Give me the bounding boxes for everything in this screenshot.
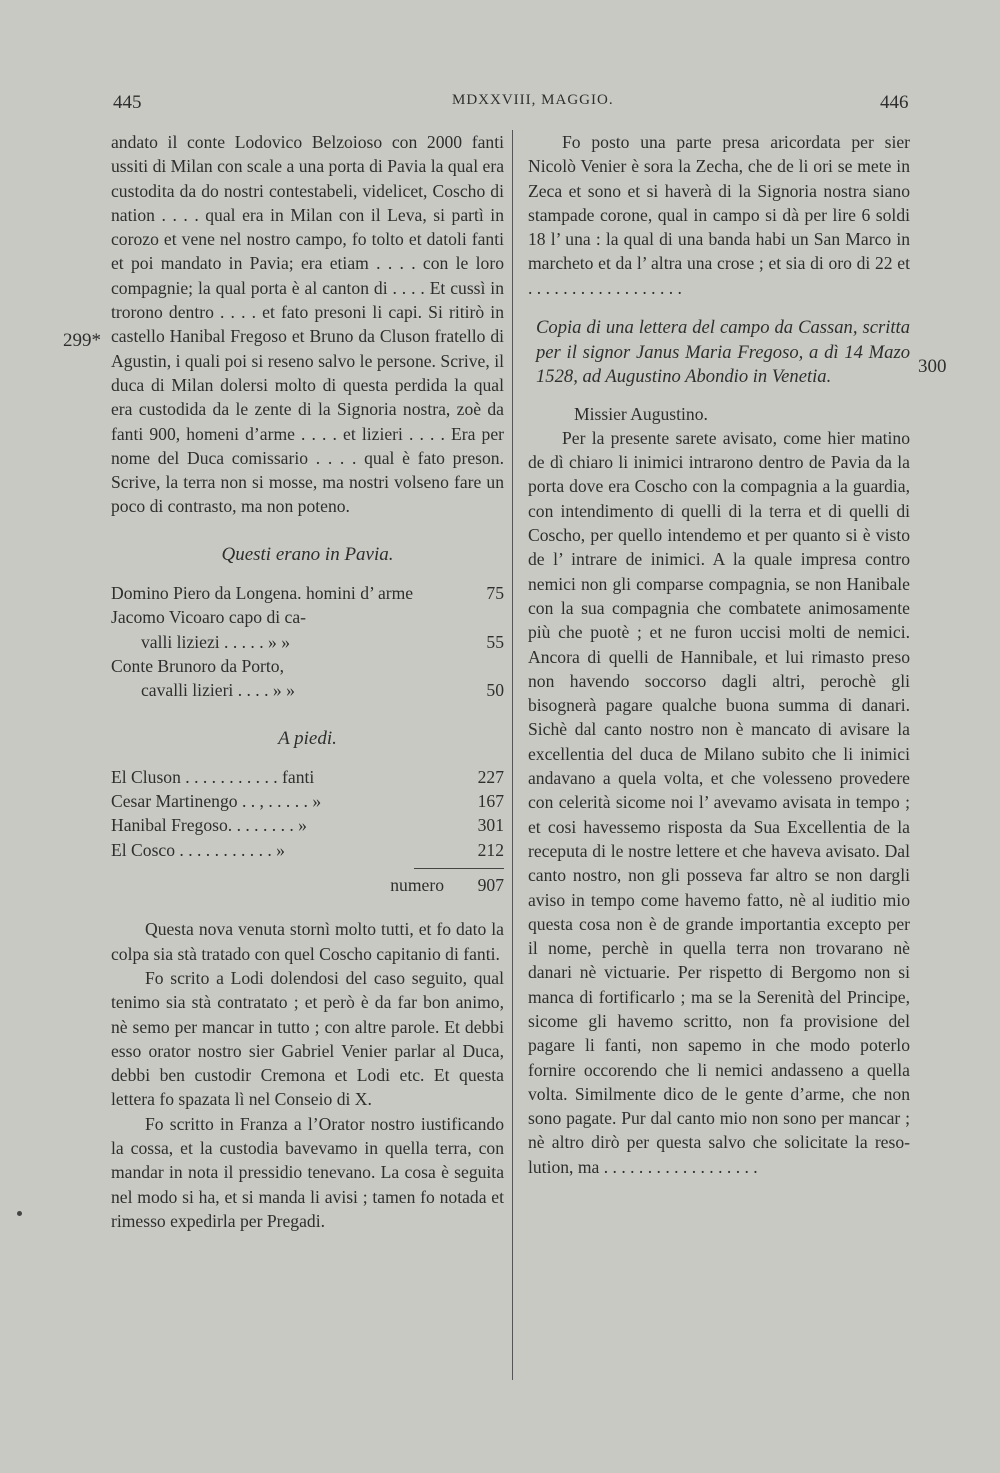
infantry-row — [111, 838, 504, 862]
infantry-name: El Cluson . . . . . . . . . . . fanti — [111, 766, 315, 787]
roster-name: Domino Piero da Longena. homini d’ arme — [111, 583, 414, 604]
paragraph: Fo posto una parte presa aricordata per sier Nicolò Venier è sora la Zecha, che de li ori se mete in Zeca et sono et si haverà di la Signoria nostra siano stampade corone, qual in campo si dà per lire 6 soldi 18 l’ una : la qual di una banda habi un San Marco in marcheto et da l’ altra una crose ; et sia di oro di 22 et . . . . . . . . . . . . . . . . . . — [528, 132, 910, 298]
roster-row — [111, 605, 504, 629]
roster-row — [111, 630, 504, 654]
infantry-count: 301 — [477, 815, 504, 836]
right-column — [528, 130, 910, 1179]
roster-name: cavalli lizieri . . . . » » — [141, 680, 295, 701]
ink-spot — [17, 1211, 22, 1216]
margin-number-right: 300 — [918, 356, 947, 377]
roster-name: Conte Brunoro da Porto, — [111, 655, 284, 676]
roster-count — [444, 605, 504, 629]
roster-name: valli liziezi . . . . . » » — [141, 631, 291, 652]
infantry-count: 212 — [477, 839, 504, 860]
roster-count: 50 — [486, 680, 504, 701]
running-header: MDXXVIII, MAGGIO. — [452, 92, 614, 108]
infantry-list — [111, 765, 504, 862]
total-label: numero — [390, 875, 444, 896]
section-heading: A piedi. — [278, 727, 337, 749]
roster-name: Jacomo Vicoaro capo di ca- — [111, 607, 306, 628]
infantry-row — [111, 813, 504, 837]
infantry-count: 227 — [477, 766, 504, 787]
paragraph: Per la presente sarete avisato, come hier matino de dì chiaro li inimici intrarono dentro de Pavia da la porta dove era Coscho con la compagnia a la guardia, con intendimento di quelli di la terra et di quelli di Coscho, per quello intendemo et per quanto si è visto de l’ intrare de inimici. A la quale impresa contro nemici non gli comparse compagnia, se non Hanibale con la sua compagnia che combatete animosamente più che puotè ; et ne furon uccisi molti de nemici. Ancora di quelli de Hannibale, et lui rimasto preso non havendo soccorso dagli altri, perochè gli bisognerà pagare qualche buona summa di danari. Sichè dal canto nostro non è mancato di avisare la excellentia del duca de Milano subito che li inimici andavano a quela volta, et che volesseno provedere con celerità sicome noi l’ avevamo avisata in tempo ; et cosi havessemo risposta da Sua Excellentia de la receputa di le nostre lettere et che haveva avisato. Dal canto nostro, non gli posseva far altro se non dargli aviso in tempo come havemo fatto, nè al iuditio mio questa cosa non è de grande importantia excepto per il nome, perchè in quella terra non trovarano nè danari nè victuarie. Per rispetto di Bergomo non si manca di fortificarlo ; ma se la Serenità del Principe, sicome gli havemo scritto, non fa provisione del pagare li fanti, non sapemo in che modo poterlo fornire occorendo che li nemici andasseno a quella volta. Similmente dico de le gente d’arme, che non sono pagate. Pur dal canto mio non sono per mancar ; nè altro dirò per questa salvo che solicitate la resolution, ma . . . . . . . . . . . . . . . . . . — [528, 427, 910, 1177]
infantry-count: 167 — [477, 791, 504, 812]
total-number: 907 — [477, 875, 504, 896]
page-number-right: 446 — [880, 92, 909, 113]
total-rule — [414, 868, 504, 869]
paragraph: Questa nova venuta stornì molto tutti, et fo dato la colpa sia stà tratado con quel Coscho capitanio di fanti. — [111, 919, 504, 964]
margin-number-left: 299* — [63, 330, 101, 351]
infantry-row — [111, 765, 504, 789]
infantry-name: El Cosco . . . . . . . . . . . » — [111, 839, 285, 860]
roster-row — [111, 581, 504, 605]
page-number-left: 445 — [113, 92, 142, 113]
roster-list — [111, 581, 504, 702]
roster-row — [111, 654, 504, 678]
section-heading: Questi erano in Pavia. — [221, 543, 394, 565]
paragraph: Fo scrito a Lodi dolendosi del caso seguito, qual tenimo sia stà contratato ; et però è da far bon animo, nè semo per mancar in tutto ; con altre parole. Et debbi esso orator nostro sier Gabriel Venier parlar al Duca, debbi ben custodir Cremona et Lodi etc. Et questa lettera fo spazata lì nel Conseio di X. — [111, 967, 504, 1110]
roster-row — [111, 678, 504, 702]
letter-title: Copia di una lettera del campo da Cassan, scritta per il signor Janus Maria Fregoso, a dì 14 Mazo 1528, ad Augustino Abondio in Venetia. — [536, 317, 910, 388]
column-divider — [512, 130, 513, 1380]
infantry-name: Cesar Martinengo . . , . . . . . » — [111, 791, 322, 812]
total-row — [111, 873, 504, 897]
infantry-row — [111, 789, 504, 813]
roster-count: 55 — [486, 631, 504, 652]
paragraph: andato il conte Lodovico Belzoioso con 2000 fanti ussiti di Milan con scale a una porta di Pavia la qual era custodita da do nostri contestabeli, videlicet, Coscho di nation . . . . qual era in Milan con il Leva, si partì in corozo et vene nel nostro campo, fo tolto et datoli fanti et poi mandato in Pavia; era etiam . . . . con le loro compagnie; la qual porta è al canton di . . . . Et cussì in trorono dentro . . . . et fato presoni li capi. Si ritirò in castello Hanibal Fregoso et Bruno da Cluson fratello di Agustin, i quali poi si reseno salvo le persone. Scrive, il duca di Milan dolersi molto di questa perdida la qual era custodida da le zente di la Signoria nostra, zoè da fanti 900, homeni d’arme . . . . et lizieri . . . . Era per nome del Duca comissario . . . . qual è fato preson. Scrive, la terra non si mosse, ma nostri volseno fare un poco di contrasto, ma non poteno. — [111, 132, 504, 517]
paragraph: Fo scritto in Franza a l’Orator nostro iustificando la cossa, et la custodia bavevamo in quella terra, con mandar in nota il pressidio tenevano. La cosa è seguita nel modo si ha, et si manda li avisi ; tamen fo notada et rimesso expedirla per Pregadi. — [111, 1113, 504, 1231]
left-column — [111, 130, 504, 1233]
letter-salutation: Missier Augustino. — [574, 403, 708, 424]
roster-count — [444, 654, 504, 678]
infantry-name: Hanibal Fregoso. . . . . . . . » — [111, 815, 307, 836]
roster-count: 75 — [486, 583, 504, 604]
